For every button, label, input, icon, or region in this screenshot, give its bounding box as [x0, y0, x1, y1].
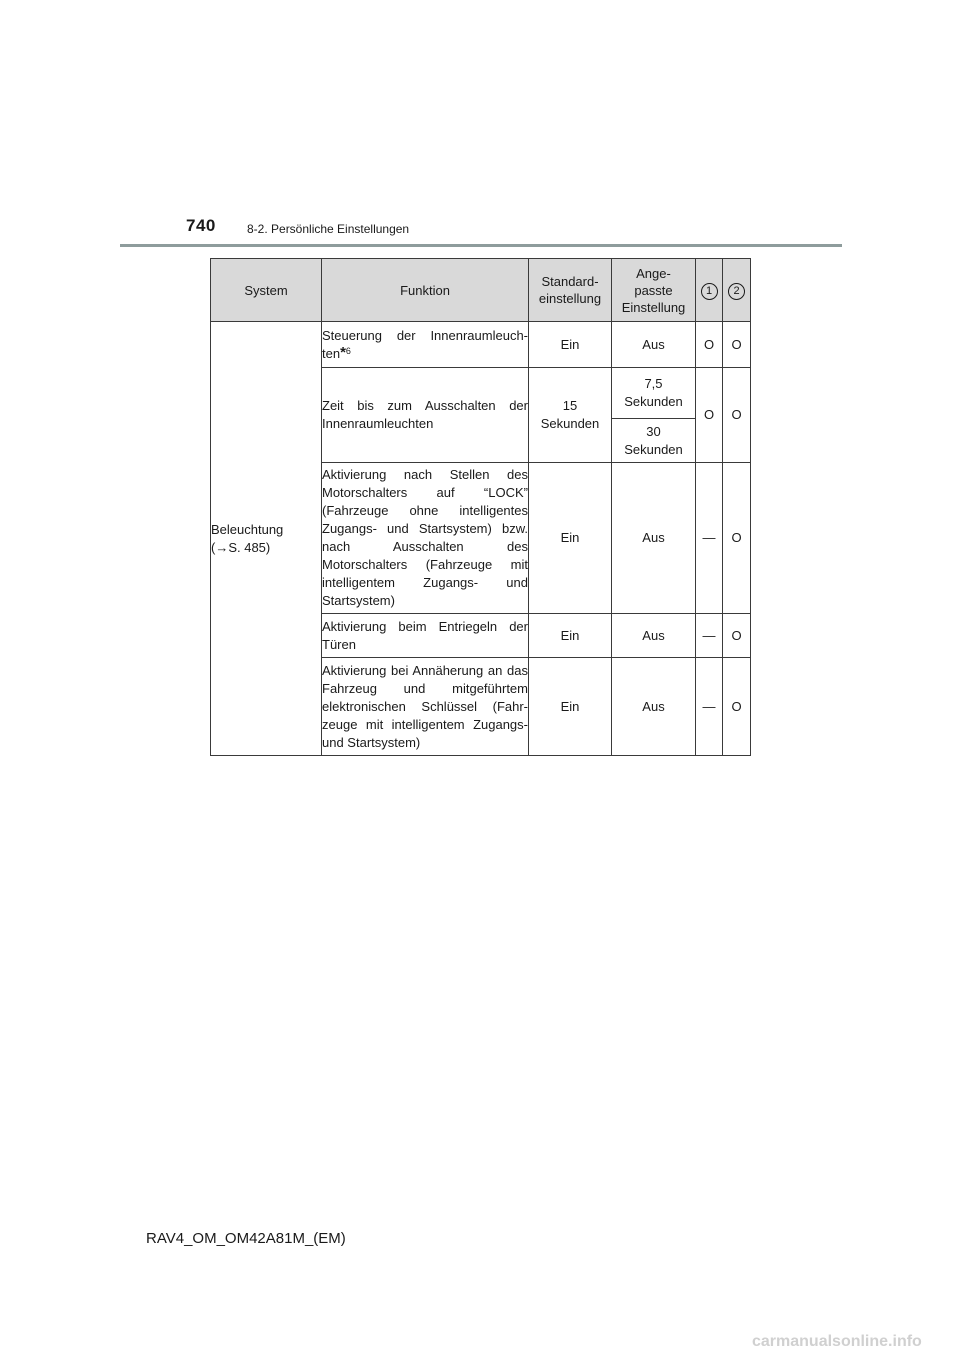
system-cell: Beleuchtung (→S. 485): [211, 322, 322, 756]
table-row: [211, 322, 751, 368]
header-col2: [723, 259, 751, 322]
document-code: RAV4_OM_OM42A81M_(EM): [146, 1230, 346, 1247]
default-cell: Ein: [529, 658, 612, 756]
table-header-row: [211, 259, 751, 322]
col2-cell: O: [723, 322, 751, 368]
header-function: Funktion: [322, 259, 529, 322]
default-cell: Ein: [529, 614, 612, 658]
header-system: System: [211, 259, 322, 322]
section-title: 8-2. Persönliche Einstellungen: [247, 222, 410, 236]
custom-cell: Aus: [612, 463, 696, 614]
header-custom: Ange- passte Einstellung: [612, 259, 696, 322]
function-cell: Steuerung der Innenraumleuch-ten*$_6$: [322, 322, 529, 368]
page-number: 740: [186, 216, 216, 235]
col1-cell: O: [696, 322, 723, 368]
custom-cell: Aus: [612, 614, 696, 658]
header-rule: [120, 244, 842, 247]
col1-cell: —: [696, 658, 723, 756]
header-default: Standard- einstellung: [529, 259, 612, 322]
footnote-star-icon: *: [340, 343, 346, 361]
col2-cell: O: [723, 463, 751, 614]
function-cell: Aktivierung beim Entriegeln der Türen: [322, 614, 529, 658]
default-cell: 15 Sekunden: [529, 368, 612, 463]
function-cell: Zeit bis zum Ausschalten der Innenraumleuchten: [322, 368, 529, 463]
function-cell: Aktivierung bei Annäherung an das Fahrzeug und mitgeführtem elektronischen Schlüssel (Fahr-zeuge mit intelligentem Zugangs- und Startsystem): [322, 658, 529, 756]
circled-number-2: 2: [728, 283, 745, 300]
col1-cell: —: [696, 614, 723, 658]
custom-cell: Aus: [612, 658, 696, 756]
circled-number-1: 1: [701, 283, 718, 300]
col2-cell: O: [723, 368, 751, 463]
custom-cell: 7,5 Sekunden: [612, 368, 696, 419]
custom-cell: Aus: [612, 322, 696, 368]
custom-cell: 30 Sekunden: [612, 419, 696, 463]
settings-table: [210, 258, 751, 756]
col1-cell: O: [696, 368, 723, 463]
col2-cell: O: [723, 658, 751, 756]
default-cell: Ein: [529, 322, 612, 368]
col2-cell: O: [723, 614, 751, 658]
header-col1: [696, 259, 723, 322]
default-cell: Ein: [529, 463, 612, 614]
watermark: carmanualsonline.info: [752, 1333, 922, 1350]
function-cell: Aktivierung nach Stellen des Motorschalters auf “LOCK” (Fahrzeuge ohne intelligentes Zugangs- und Startsystem) bzw. nach Ausschalten des Motorschalters (Fahrzeuge mit intelligentem Zugangs- und Startsystem): [322, 463, 529, 614]
col1-cell: —: [696, 463, 723, 614]
footnote-number: 6: [345, 345, 351, 356]
